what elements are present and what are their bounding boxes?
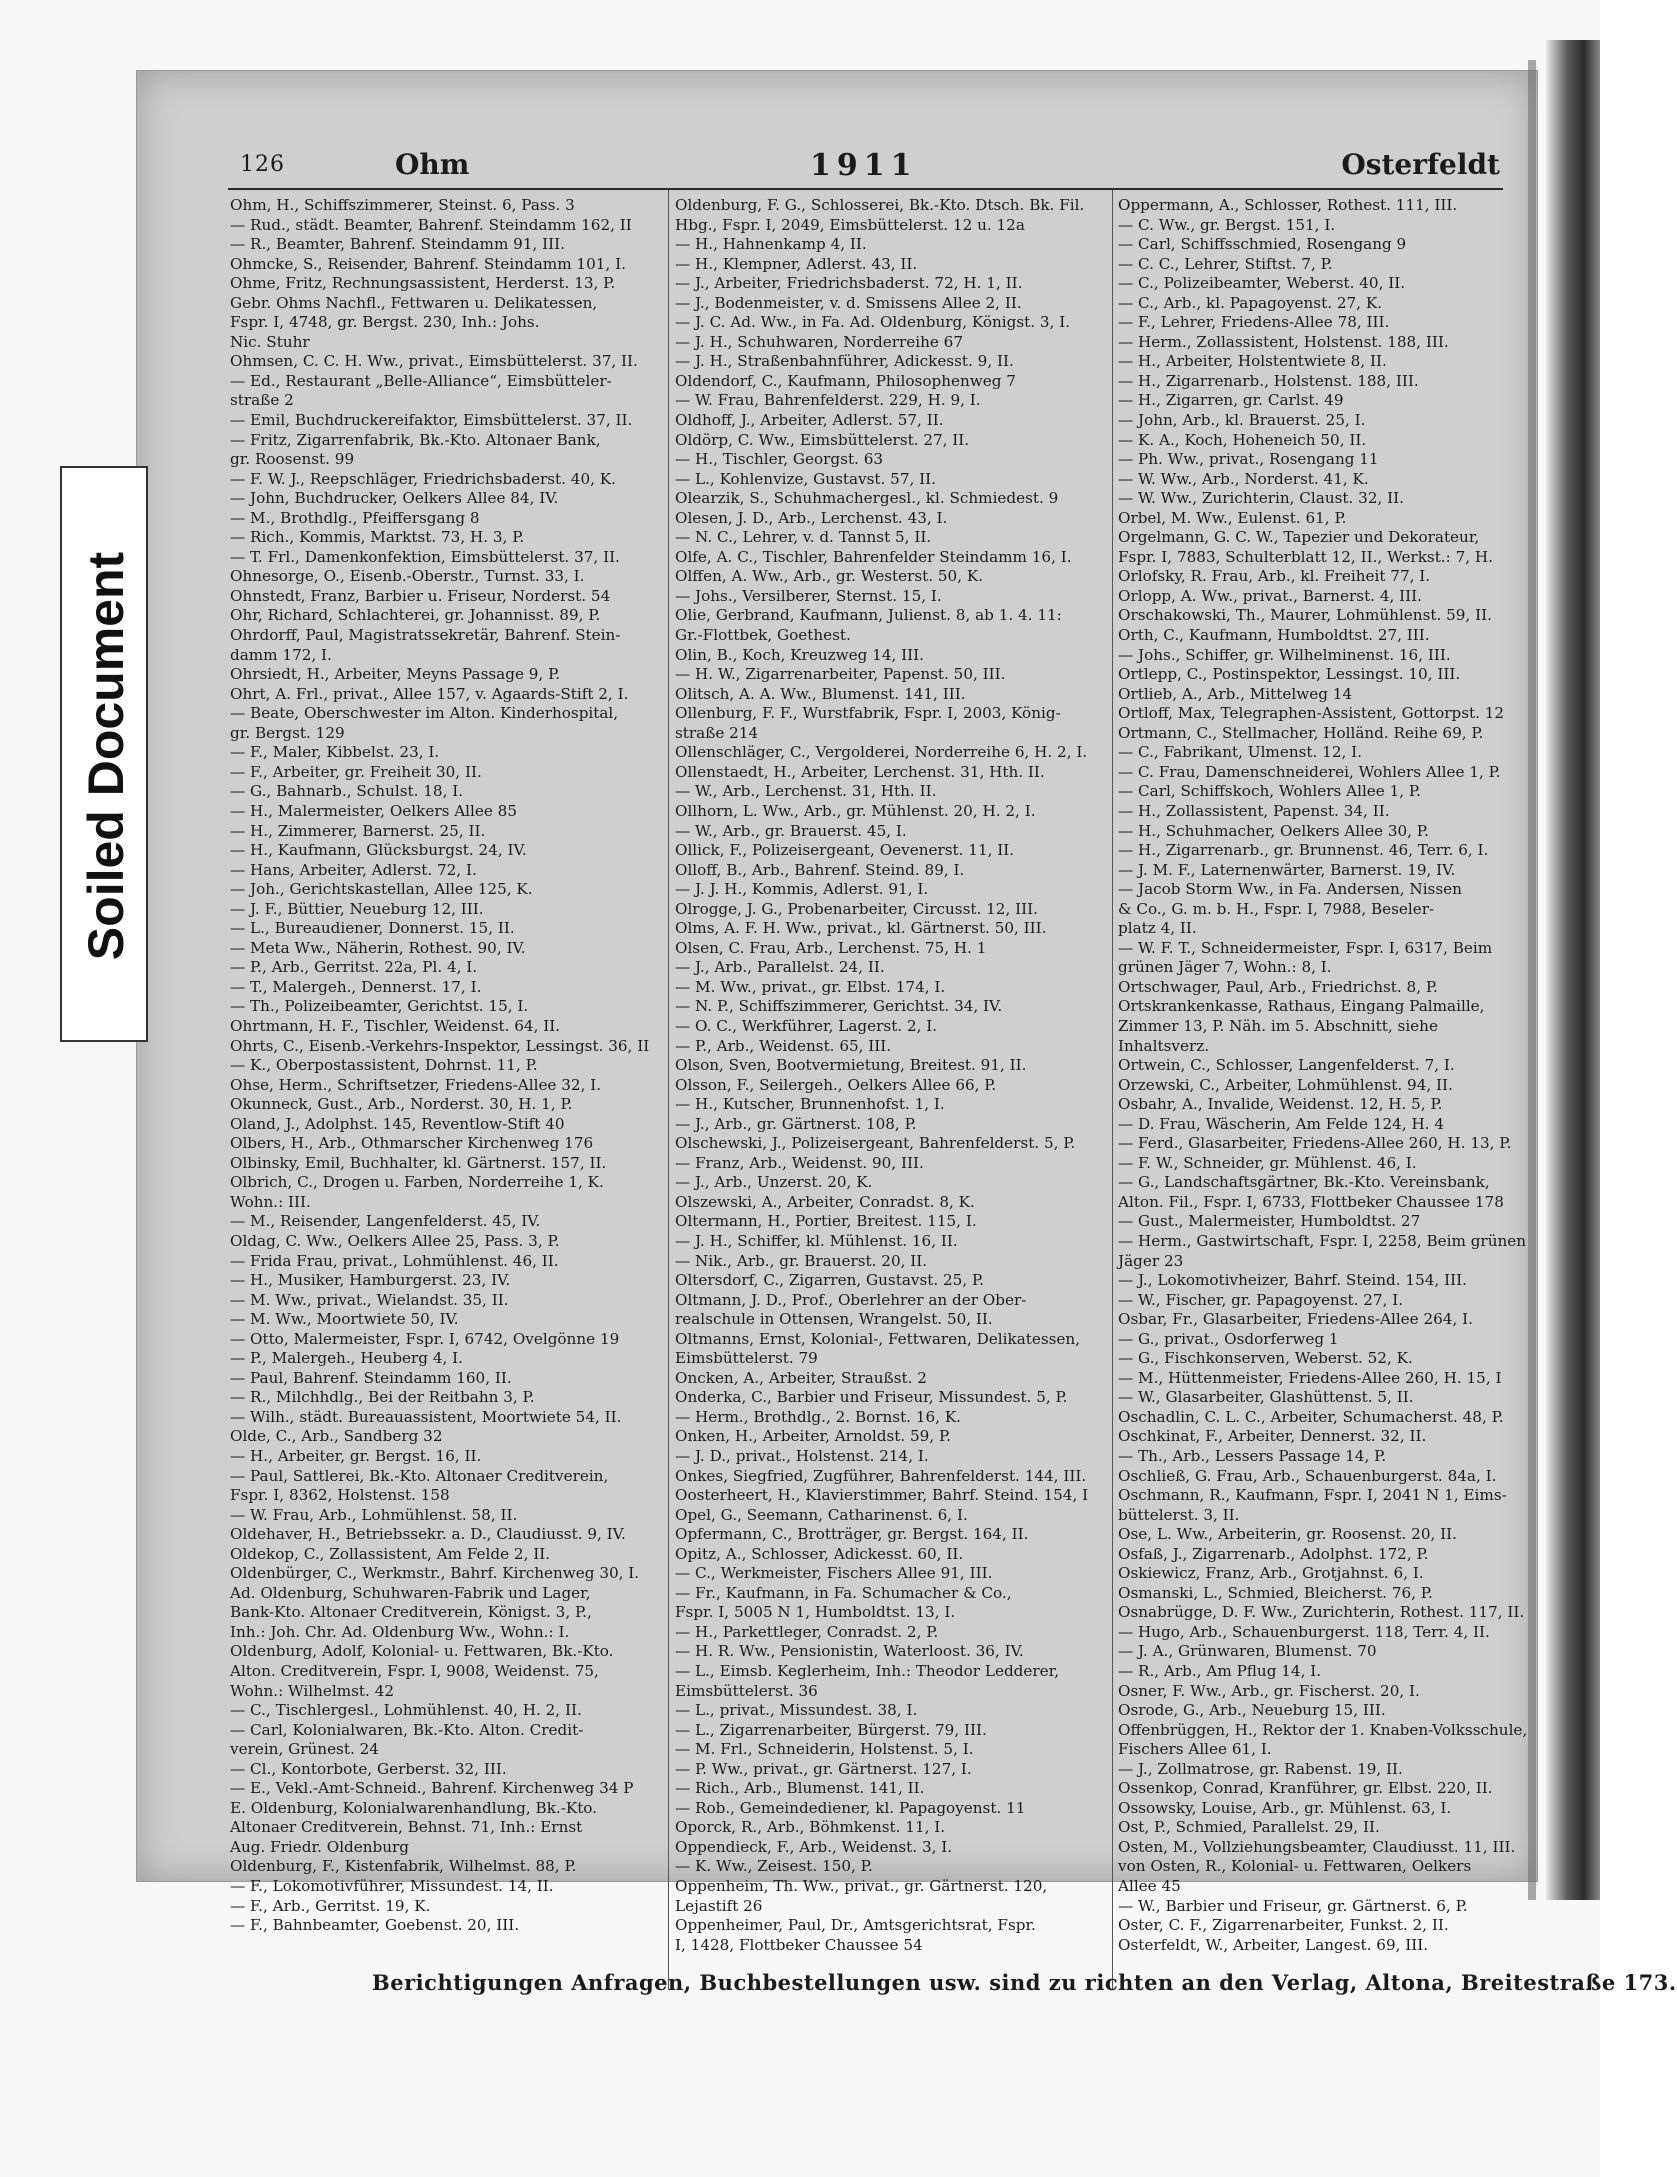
directory-entry-line: Oldenbürger, C., Werkmstr., Bahrf. Kirchenweg 30, I. [230, 1564, 640, 1583]
directory-entry-line: — M., Brothdlg., Pfeiffersgang 8 [230, 508, 480, 527]
directory-entry-line: Orlopp, A. Ww., privat., Barnerst. 4, III. [1118, 586, 1422, 605]
directory-entry-line: — L., Zigarrenarbeiter, Bürgerst. 79, III. [675, 1720, 987, 1739]
directory-entry-line: — L., Bureaudiener, Donnerst. 15, II. [230, 919, 515, 938]
soiled-document-stamp [60, 466, 148, 1042]
directory-entry-line: — F. W. J., Reepschläger, Friedrichsbaderst. 40, K. [230, 469, 616, 488]
directory-entry-line: — L., Eimsb. Keglerheim, Inh.: Theodor Ledderer, [675, 1662, 1060, 1681]
directory-column-3 [1118, 196, 1532, 1954]
directory-entry-line: Ohrdorff, Paul, Magistratssekretär, Bahrenf. Stein- [230, 626, 621, 645]
directory-entry-line: Oland, J., Adolphst. 145, Reventlow-Stift 40 [230, 1114, 565, 1133]
directory-entry-line: — J. F., Büttier, Neueburg 12, III. [230, 899, 484, 918]
directory-entry-line: Ollick, F., Polizeisergeant, Oevenerst. 11, II. [675, 841, 1015, 860]
directory-entry-line: Okunneck, Gust., Arb., Norderst. 30, H. 1, P. [230, 1095, 573, 1114]
directory-entry-line: — C., Arb., kl. Papagoyenst. 27, K. [1118, 293, 1383, 312]
directory-entry-line: — P., Malergeh., Heuberg 4, I. [230, 1349, 464, 1368]
directory-entry-line: Olsson, F., Seilergeh., Oelkers Allee 66, P. [675, 1075, 997, 1094]
publisher-footer: Berichtigungen Anfragen, Buchbestellungen usw. sind zu richten an den Verlag, Altona, Breitestraße 173. [372, 1970, 1677, 1995]
directory-entry-line: — H., Musiker, Hamburgerst. 23, IV. [230, 1271, 511, 1290]
directory-entry-line: Olbers, H., Arb., Othmarscher Kirchenweg 176 [230, 1134, 594, 1153]
directory-entry-line: Osmanski, L., Schmied, Bleicherst. 76, P. [1118, 1583, 1433, 1602]
directory-entry-line: — H. R. Ww., Pensionistin, Waterloost. 36, IV. [675, 1642, 1024, 1661]
directory-entry-line: Olfe, A. C., Tischler, Bahrenfelder Steindamm 16, I. [675, 547, 1072, 566]
left-running-head: Ohm [395, 148, 470, 181]
directory-entry-line: Ad. Oldenburg, Schuhwaren-Fabrik und Lager, [230, 1583, 591, 1602]
directory-entry-line: Jäger 23 [1118, 1251, 1184, 1270]
page-header [240, 148, 1500, 188]
directory-entry-line: — Cl., Kontorbote, Gerberst. 32, III. [230, 1759, 507, 1778]
directory-entry-line: — J. H., Schuhwaren, Norderreihe 67 [675, 332, 963, 351]
directory-entry-line: Olsen, C. Frau, Arb., Lerchenst. 75, H. 1 [675, 938, 987, 957]
directory-entry-line: — Carl, Kolonialwaren, Bk.-Kto. Alton. Credit- [230, 1720, 584, 1739]
directory-entry-line: — Jacob Storm Ww., in Fa. Andersen, Nissen [1118, 880, 1462, 899]
directory-entry-line: Inh.: Joh. Chr. Ad. Oldenburg Ww., Wohn.: I. [230, 1622, 570, 1641]
directory-entry-line: Lejastift 26 [675, 1896, 763, 1915]
directory-entry-line: — G., privat., Osdorferweg 1 [1118, 1329, 1339, 1348]
directory-entry-line: — J., Arb., Unzerst. 20, K. [675, 1173, 873, 1192]
directory-entry-line: verein, Grünest. 24 [230, 1740, 379, 1759]
directory-entry-line: Ortloff, Max, Telegraphen-Assistent, Gottorpst. 12 [1118, 704, 1505, 723]
directory-entry-line: Ohmcke, S., Reisender, Bahrenf. Steindamm 101, I. [230, 254, 626, 273]
directory-entry-line: Oldekop, C., Zollassistent, Am Felde 2, II. [230, 1544, 551, 1563]
directory-entry-line: — J., Lokomotivheizer, Bahrf. Steind. 154, III. [1118, 1271, 1467, 1290]
directory-entry-line: Ossenkop, Conrad, Kranführer, gr. Elbst. 220, II. [1118, 1779, 1493, 1798]
column-divider [1112, 190, 1113, 1990]
directory-entry-line: Olie, Gerbrand, Kaufmann, Julienst. 8, ab 1. 4. 11: [675, 606, 1062, 625]
directory-entry-line: Ollenschläger, C., Vergolderei, Norderreihe 6, H. 2, I. [675, 743, 1088, 762]
directory-entry-line: Opel, G., Seemann, Catharinenst. 6, I. [675, 1505, 968, 1524]
directory-entry-line: Oosterheert, H., Klavierstimmer, Bahrf. Steind. 154, I [675, 1486, 1089, 1505]
directory-entry-line: Ose, L. Ww., Arbeiterin, gr. Roosenst. 20, II. [1118, 1525, 1457, 1544]
directory-entry-line: — W. Frau, Arb., Lohmühlenst. 58, II. [230, 1505, 518, 1524]
directory-entry-line: Ohnesorge, O., Eisenb.-Oberstr., Turnst. 33, I. [230, 567, 585, 586]
directory-entry-line: — Franz, Arb., Weidenst. 90, III. [675, 1153, 924, 1172]
directory-entry-line: Olrogge, J. G., Probenarbeiter, Circusst. 12, III. [675, 899, 1038, 918]
directory-entry-line: — H., Arbeiter, Holstentwiete 8, II. [1118, 352, 1387, 371]
directory-entry-line: Oporck, R., Arb., Böhmkenst. 11, I. [675, 1818, 946, 1837]
directory-entry-line: Orlofsky, R. Frau, Arb., kl. Freiheit 77, I. [1118, 567, 1431, 586]
directory-entry-line: Oldenburg, Adolf, Kolonial- u. Fettwaren, Bk.-Kto. [230, 1642, 614, 1661]
directory-entry-line: Olitsch, A. A. Ww., Blumenst. 141, III. [675, 684, 966, 703]
directory-entry-line: grünen Jäger 7, Wohn.: 8, I. [1118, 958, 1332, 977]
directory-entry-line: Onkes, Siegfried, Zugführer, Bahrenfelderst. 144, III. [675, 1466, 1087, 1485]
directory-entry-line: Olloff, B., Arb., Bahrenf. Steind. 89, I. [675, 860, 965, 879]
page-number: 126 [240, 152, 285, 177]
directory-entry-line: Oltersdorf, C., Zigarren, Gustavst. 25, P. [675, 1271, 984, 1290]
directory-entry-line: damm 172, I. [230, 645, 332, 664]
directory-entry-line: Osbar, Fr., Glasarbeiter, Friedens-Allee 264, I. [1118, 1310, 1473, 1329]
directory-entry-line: — T., Malergeh., Dennerst. 17, I. [230, 977, 482, 996]
directory-entry-line: — H., Zigarren, gr. Carlst. 49 [1118, 391, 1344, 410]
directory-entry-line: — W., Arb., gr. Brauerst. 45, I. [675, 821, 907, 840]
directory-entry-line: — T. Frl., Damenkonfektion, Eimsbüttelerst. 37, II. [230, 547, 620, 566]
directory-entry-line: Ohrsiedt, H., Arbeiter, Meyns Passage 9, P. [230, 665, 561, 684]
directory-entry-line: Oltmanns, Ernst, Kolonial-, Fettwaren, Delikatessen, [675, 1329, 1081, 1348]
directory-entry-line: — Ferd., Glasarbeiter, Friedens-Allee 260, H. 13, P. [1118, 1134, 1512, 1153]
directory-entry-line: — H., Zollassistent, Papenst. 34, II. [1118, 801, 1390, 820]
directory-entry-line: Orgelmann, G. C. W., Tapezier und Dekorateur, [1118, 528, 1480, 547]
directory-entry-line: — Frida Frau, privat., Lohmühlenst. 46, II. [230, 1251, 559, 1270]
directory-entry-line: Olin, B., Koch, Kreuzweg 14, III. [675, 645, 924, 664]
directory-entry-line: Opitz, A., Schlosser, Adickesst. 60, II. [675, 1544, 964, 1563]
directory-entry-line: — P., Arb., Gerritst. 22a, Pl. 4, I. [230, 958, 478, 977]
directory-entry-line: Oschmann, R., Kaufmann, Fspr. I, 2041 N 1, Eims- [1118, 1486, 1507, 1505]
directory-entry-line: — Johs., Versilberer, Sternst. 15, I. [675, 586, 942, 605]
directory-entry-line: — G., Fischkonserven, Weberst. 52, K. [1118, 1349, 1413, 1368]
directory-entry-line: straße 2 [230, 391, 294, 410]
directory-entry-line: — C. Frau, Damenschneiderei, Wohlers Allee 1, P. [1118, 762, 1501, 781]
stamp-label: Soiled Document [78, 551, 134, 961]
directory-entry-line: Oldhoff, J., Arbeiter, Adlerst. 57, II. [675, 411, 944, 430]
directory-entry-line: Orschakowski, Th., Maurer, Lohmühlenst. 59, II. [1118, 606, 1492, 625]
directory-entry-line: — C., Tischlergesl., Lohmühlenst. 40, H. 2, II. [230, 1701, 582, 1720]
directory-entry-line: Bank-Kto. Altonaer Creditverein, Königst. 3, P., [230, 1603, 592, 1622]
directory-entry-line: — Th., Arb., Lessers Passage 14, P. [1118, 1447, 1387, 1465]
directory-entry-line: — E., Vekl.-Amt-Schneid., Bahrenf. Kirchenweg 34 P [230, 1779, 634, 1798]
directory-entry-line: Olschewski, J., Polizeisergeant, Bahrenfelderst. 5, P. [675, 1134, 1076, 1153]
directory-entry-line: Olffen, A. Ww., Arb., gr. Westerst. 50, K. [675, 567, 984, 586]
directory-entry-line: — Ph. Ww., privat., Rosengang 11 [1118, 450, 1379, 469]
directory-entry-line: Ohse, Herm., Schriftsetzer, Friedens-Allee 32, I. [230, 1075, 602, 1094]
directory-entry-line: — J. H., Schiffer, kl. Mühlenst. 16, II. [675, 1231, 958, 1250]
directory-entry-line: Allee 45 [1118, 1877, 1181, 1896]
directory-entry-line: — Herm., Gastwirtschaft, Fspr. I, 2258, Beim grünen [1118, 1231, 1527, 1250]
directory-entry-line: — J. A., Grünwaren, Blumenst. 70 [1118, 1642, 1377, 1661]
directory-entry-line: Oltmann, J. D., Prof., Oberlehrer an der Ober- [675, 1290, 1027, 1309]
header-rule [228, 188, 1503, 190]
directory-entry-line: Oldag, C. Ww., Oelkers Allee 25, Pass. 3, P. [230, 1231, 560, 1250]
directory-entry-line: Fspr. I, 8362, Holstenst. 158 [230, 1486, 450, 1505]
directory-entry-line: — J., Arb., Parallelst. 24, II. [675, 958, 885, 977]
directory-entry-line: — Rich., Arb., Blumenst. 141, II. [675, 1779, 925, 1798]
directory-entry-line: — P., Arb., Weidenst. 65, III. [675, 1036, 892, 1055]
directory-entry-line: — H., Parkettleger, Conradst. 2, P. [675, 1622, 939, 1641]
directory-entry-line: — W., Arb., Lerchenst. 31, Hth. II. [675, 782, 937, 801]
directory-entry-line: gr. Roosenst. 99 [230, 450, 355, 469]
directory-entry-line: — Ed., Restaurant „Belle-Alliance“, Eimsbütteler- [230, 371, 612, 390]
directory-entry-line: Oldehaver, H., Betriebssekr. a. D., Claudiusst. 9, IV. [230, 1525, 626, 1544]
directory-entry-line: — O. C., Werkführer, Lagerst. 2, I. [675, 1016, 938, 1035]
directory-entry-line: Oldenburg, F., Kistenfabrik, Wilhelmst. 88, P. [230, 1857, 577, 1876]
column-divider [668, 190, 669, 1990]
directory-entry-line: Osten, M., Vollziehungsbeamter, Claudiusst. 11, III. [1118, 1837, 1516, 1856]
directory-entry-line: Opfermann, C., Brotträger, gr. Bergst. 164, II. [675, 1525, 1029, 1544]
directory-entry-line: Olbrich, C., Drogen u. Farben, Norderreihe 1, K. [230, 1173, 604, 1192]
directory-entry-line: Osner, F. Ww., Arb., gr. Fischerst. 20, I. [1118, 1681, 1420, 1700]
directory-entry-line: Ortlepp, C., Postinspektor, Lessingst. 10, III. [1118, 665, 1461, 684]
directory-entry-line: Olms, A. F. H. Ww., privat., kl. Gärtnerst. 50, III. [675, 919, 1047, 938]
directory-entry-line: Olszewski, A., Arbeiter, Conradst. 8, K. [675, 1192, 975, 1211]
directory-entry-line: — J., Arbeiter, Friedrichsbaderst. 72, H. 1, II. [675, 274, 1023, 293]
directory-entry-line: — H., Kaufmann, Glücksburgst. 24, IV. [230, 841, 527, 860]
directory-entry-line: — J., Arb., gr. Gärtnerst. 108, P. [675, 1114, 917, 1133]
directory-entry-line: — H., Malermeister, Oelkers Allee 85 [230, 801, 518, 820]
directory-entry-line: — Fritz, Zigarrenfabrik, Bk.-Kto. Altonaer Bank, [230, 430, 601, 449]
directory-entry-line: Oschadlin, C. L. C., Arbeiter, Schumacherst. 48, P. [1118, 1407, 1504, 1426]
year-heading: 1911 [810, 148, 918, 183]
directory-entry-line: — H., Hahnenkamp 4, II. [675, 235, 867, 254]
directory-entry-line: — H., Klempner, Adlerst. 43, II. [675, 254, 918, 273]
directory-entry-line: Osrode, G., Arb., Neueburg 15, III. [1118, 1701, 1386, 1720]
directory-entry-line: — W. Ww., Arb., Norderst. 41, K. [1118, 469, 1369, 488]
directory-entry-line: Oppenheimer, Paul, Dr., Amtsgerichtsrat, Fspr. [675, 1916, 1036, 1935]
directory-entry-line: — H., Zigarrenarb., Holstenst. 188, III. [1118, 371, 1419, 390]
directory-entry-line: Eimsbüttelerst. 36 [675, 1681, 818, 1700]
directory-entry-line: platz 4, II. [1118, 919, 1197, 938]
directory-entry-line: — F., Arbeiter, gr. Freiheit 30, II. [230, 762, 482, 781]
directory-entry-line: Osnabrügge, D. F. Ww., Zurichterin, Rothest. 117, II. [1118, 1603, 1525, 1622]
directory-entry-line: Gr.-Flottbek, Goethest. [675, 626, 851, 645]
directory-entry-line: — C., Polizeibeamter, Weberst. 40, II. [1118, 274, 1406, 293]
directory-entry-line: — G., Landschaftsgärtner, Bk.-Kto. Vereinsbank, [1118, 1173, 1490, 1192]
directory-entry-line: Altonaer Creditverein, Behnst. 71, Inh.: Ernst [230, 1818, 583, 1837]
directory-entry-line: Ortwein, C., Schlosser, Langenfelderst. 7, I. [1118, 1056, 1455, 1075]
directory-entry-line: — F., Arb., Gerritst. 19, K. [230, 1896, 431, 1915]
directory-entry-line: Ohnstedt, Franz, Barbier u. Friseur, Norderst. 54 [230, 586, 611, 605]
directory-entry-line: — M. Ww., privat., Wielandst. 35, II. [230, 1290, 509, 1309]
directory-entry-line: — H., Zigarrenarb., gr. Brunnenst. 46, Terr. 6, I. [1118, 841, 1489, 860]
directory-entry-line: — M. Frl., Schneiderin, Holstenst. 5, I. [675, 1740, 974, 1759]
directory-entry-line: gr. Bergst. 129 [230, 723, 345, 742]
directory-entry-line: — H., Kutscher, Brunnenhofst. 1, I. [675, 1095, 945, 1114]
directory-entry-line: — C. Ww., gr. Bergst. 151, I. [1118, 215, 1336, 234]
directory-entry-line: — C. C., Lehrer, Stiftst. 7, P. [1118, 254, 1333, 273]
directory-entry-line: — W. F. T., Schneidermeister, Fspr. I, 6317, Beim [1118, 938, 1493, 957]
directory-entry-line: Orzewski, C., Arbeiter, Lohmühlenst. 94, II. [1118, 1075, 1453, 1094]
directory-entry-line: — Rich., Kommis, Marktst. 73, H. 3, P. [230, 528, 525, 547]
directory-entry-line: Oldendorf, C., Kaufmann, Philosophenweg 7 [675, 371, 1016, 390]
directory-entry-line: — Otto, Malermeister, Fspr. I, 6742, Ovelgönne 19 [230, 1329, 620, 1348]
next-page-edge [1546, 40, 1600, 1900]
directory-entry-line: — D. Frau, Wäscherin, Am Felde 124, H. 4 [1118, 1114, 1445, 1133]
directory-entry-line: E. Oldenburg, Kolonialwarenhandlung, Bk.-Kto. [230, 1798, 598, 1817]
directory-entry-line: Ollenburg, F. F., Wurstfabrik, Fspr. I, 2003, König- [675, 704, 1061, 723]
directory-entry-line: Ohrt, A. Frl., privat., Allee 157, v. Agaards-Stift 2, I. [230, 684, 629, 703]
directory-entry-line: — H. W., Zigarrenarbeiter, Papenst. 50, III. [675, 665, 1006, 684]
directory-entry-line: Oster, C. F., Zigarrenarbeiter, Funkst. 2, II. [1118, 1916, 1449, 1935]
directory-entry-line: Wohn.: Wilhelmst. 42 [230, 1681, 395, 1700]
directory-entry-line: Ossowsky, Louise, Arb., gr. Mühlenst. 63, I. [1118, 1798, 1452, 1817]
directory-entry-line: — John, Buchdrucker, Oelkers Allee 84, IV. [230, 489, 559, 508]
directory-entry-line: Orth, C., Kaufmann, Humboldtst. 27, III. [1118, 626, 1430, 645]
directory-entry-line: von Osten, R., Kolonial- u. Fettwaren, Oelkers [1118, 1857, 1472, 1876]
directory-entry-line: Osterfeldt, W., Arbeiter, Langest. 69, III. [1118, 1935, 1429, 1954]
directory-entry-line: Hbg., Fspr. I, 2049, Eimsbüttelerst. 12 u. 12a [675, 215, 1025, 234]
directory-entry-line: — F., Maler, Kibbelst. 23, I. [230, 743, 440, 762]
directory-column-1 [230, 196, 650, 1935]
directory-entry-line: Onderka, C., Barbier und Friseur, Missundest. 5, P. [675, 1388, 1068, 1407]
directory-entry-line: Oschkinat, F., Arbeiter, Dennerst. 32, II. [1118, 1427, 1427, 1446]
directory-entry-line: — Gust., Malermeister, Humboldtst. 27 [1118, 1212, 1421, 1231]
directory-entry-line: büttelerst. 3, II. [1118, 1505, 1240, 1524]
directory-entry-line: & Co., G. m. b. H., Fspr. I, 7988, Beseler- [1118, 899, 1435, 918]
directory-entry-line: — K. Ww., Zeisest. 150, P. [675, 1857, 873, 1876]
directory-entry-line: — F., Lokomotivführer, Missundest. 14, II. [230, 1877, 554, 1896]
directory-entry-line: Gebr. Ohms Nachfl., Fettwaren u. Delikatessen, [230, 293, 598, 312]
directory-entry-line: — N. C., Lehrer, v. d. Tannst 5, II. [675, 528, 932, 547]
directory-entry-line: Ollenstaedt, H., Arbeiter, Lerchenst. 31, Hth. II. [675, 762, 1045, 781]
directory-entry-line: Oldörp, C. Ww., Eimsbüttelerst. 27, II. [675, 430, 970, 449]
directory-entry-line: — F., Bahnbeamter, Goebenst. 20, III. [230, 1916, 520, 1935]
directory-entry-line: — G., Bahnarb., Schulst. 18, I. [230, 782, 464, 801]
directory-entry-line: Ohrtmann, H. F., Tischler, Weidenst. 64, II. [230, 1016, 561, 1035]
directory-entry-line: — L., privat., Missundest. 38, I. [675, 1701, 918, 1720]
directory-entry-line: — J. D., privat., Holstenst. 214, I. [675, 1447, 929, 1465]
directory-entry-line: — K. A., Koch, Hoheneich 50, II. [1118, 430, 1367, 449]
directory-entry-line: Olde, C., Arb., Sandberg 32 [230, 1427, 443, 1446]
directory-entry-line: Oppermann, A., Schlosser, Rothest. 111, III. [1118, 196, 1458, 214]
directory-entry-line: — Johs., Schiffer, gr. Wilhelminenst. 16, III. [1118, 645, 1451, 664]
directory-entry-line: — F. W., Schneider, gr. Mühlenst. 46, I. [1118, 1153, 1417, 1172]
directory-entry-line: Orbel, M. Ww., Eulenst. 61, P. [1118, 508, 1347, 527]
directory-entry-line: — H., Zimmerer, Barnerst. 25, II. [230, 821, 486, 840]
directory-entry-line: Ohme, Fritz, Rechnungsassistent, Herderst. 13, P. [230, 274, 616, 293]
directory-entry-line: Ohr, Richard, Schlachterei, gr. Johannisst. 89, P. [230, 606, 601, 625]
directory-entry-line: Oppenheim, Th. Ww., privat., gr. Gärtnerst. 120, [675, 1877, 1048, 1896]
directory-entry-line: Nic. Stuhr [230, 332, 310, 351]
directory-entry-line: Olbinsky, Emil, Buchhalter, kl. Gärtnerst. 157, II. [230, 1153, 607, 1172]
directory-entry-line: — Beate, Oberschwester im Alton. Kinderhospital, [230, 704, 619, 723]
directory-entry-line: — J. C. Ad. Ww., in Fa. Ad. Oldenburg, Königst. 3, I. [675, 313, 1071, 332]
directory-entry-line: — Wilh., städt. Bureauassistent, Moortwiete 54, II. [230, 1407, 622, 1426]
directory-column-2 [675, 196, 1089, 1954]
directory-entry-line: — W., Barbier und Friseur, gr. Gärtnerst. 6, P. [1118, 1896, 1468, 1915]
directory-entry-line: Fspr. I, 7883, Schulterblatt 12, II., Werkst.: 7, H. [1118, 547, 1493, 566]
directory-entry-line: Oncken, A., Arbeiter, Straußst. 2 [675, 1368, 927, 1387]
directory-entry-line: — R., Milchhdlg., Bei der Reitbahn 3, P. [230, 1388, 535, 1407]
directory-entry-line: — Herm., Zollassistent, Holstenst. 188, III. [1118, 332, 1449, 351]
directory-entry-line: — W., Glasarbeiter, Glashüttenst. 5, II. [1118, 1388, 1414, 1407]
directory-entry-line: Oltermann, H., Portier, Breitest. 115, I. [675, 1212, 977, 1231]
directory-entry-line: — F., Lehrer, Friedens-Allee 78, III. [1118, 313, 1390, 332]
directory-entry-line: Offenbrüggen, H., Rektor der 1. Knaben-Volksschule, [1118, 1720, 1528, 1739]
directory-entry-line: Ohmsen, C. C. H. Ww., privat., Eimsbüttelerst. 37, II. [230, 352, 638, 371]
directory-entry-line: — Herm., Brothdlg., 2. Bornst. 16, K. [675, 1407, 961, 1426]
directory-entry-line: — Emil, Buchdruckereifaktor, Eimsbüttelerst. 37, II. [230, 411, 633, 430]
directory-entry-line: — R., Beamter, Bahrenf. Steindamm 91, III. [230, 235, 565, 254]
directory-entry-line: Alton. Creditverein, Fspr. I, 9008, Weidenst. 75, [230, 1662, 599, 1681]
directory-entry-line: Osbahr, A., Invalide, Weidenst. 12, H. 5, P. [1118, 1095, 1443, 1114]
directory-entry-line: Oppendieck, F., Arb., Weidenst. 3, I. [675, 1837, 953, 1856]
directory-entry-line: — M. Ww., privat., gr. Elbst. 174, I. [675, 977, 946, 996]
directory-entry-line: — W., Fischer, gr. Papagoyenst. 27, I. [1118, 1290, 1404, 1309]
directory-entry-line: — Meta Ww., Näherin, Rothest. 90, IV. [230, 938, 526, 957]
directory-entry-line: — Hugo, Arb., Schauenburgerst. 118, Terr. 4, II. [1118, 1622, 1490, 1641]
directory-entry-line: Ost, P., Schmied, Parallelst. 29, II. [1118, 1818, 1380, 1837]
directory-entry-line: — N. P., Schiffszimmerer, Gerichtst. 34, IV. [675, 997, 1003, 1016]
directory-entry-line: Fischers Allee 61, I. [1118, 1740, 1272, 1759]
directory-entry-line: — Carl, Schiffskoch, Wohlers Allee 1, P. [1118, 782, 1421, 801]
directory-entry-line: — Paul, Bahrenf. Steindamm 160, II. [230, 1368, 512, 1387]
directory-entry-line: — H., Arbeiter, gr. Bergst. 16, II. [230, 1447, 482, 1465]
directory-entry-line: Ohrts, C., Eisenb.-Verkehrs-Inspektor, Lessingst. 36, II [230, 1036, 650, 1055]
directory-entry-line: — Nik., Arb., gr. Brauerst. 20, II. [675, 1251, 928, 1270]
directory-entry-line: — Carl, Schiffsschmied, Rosengang 9 [1118, 235, 1407, 254]
directory-entry-line: — Paul, Sattlerei, Bk.-Kto. Altonaer Creditverein, [230, 1466, 609, 1485]
directory-entry-line: — M., Hüttenmeister, Friedens-Allee 260, H. 15, I [1118, 1368, 1502, 1387]
directory-entry-line: Olearzik, S., Schuhmachergesl., kl. Schmiedest. 9 [675, 489, 1059, 508]
directory-entry-line: — K., Oberpostassistent, Dohrnst. 11, P. [230, 1056, 538, 1075]
directory-entry-line: Osfaß, J., Zigarrenarb., Adolphst. 172, P. [1118, 1544, 1429, 1563]
directory-entry-line: — Hans, Arbeiter, Adlerst. 72, I. [230, 860, 477, 879]
directory-entry-line: — H., Schuhmacher, Oelkers Allee 30, P. [1118, 821, 1429, 840]
directory-entry-line: — L., Kohlenvize, Gustavst. 57, II. [675, 469, 936, 488]
directory-entry-line: — J., Bodenmeister, v. d. Smissens Allee 2, II. [675, 293, 1022, 312]
directory-entry-line: — W. Ww., Zurichterin, Claust. 32, II. [1118, 489, 1404, 508]
directory-entry-line: I, 1428, Flottbeker Chaussee 54 [675, 1935, 923, 1954]
directory-entry-line: — W. Frau, Bahrenfelderst. 229, H. 9, I. [675, 391, 981, 410]
right-running-head: Osterfeldt [1341, 148, 1500, 181]
directory-entry-line: Ortlieb, A., Arb., Mittelweg 14 [1118, 684, 1353, 703]
directory-entry-line: — Rob., Gemeindediener, kl. Papagoyenst. 11 [675, 1798, 1026, 1817]
directory-entry-line: Ortskrankenkasse, Rathaus, Eingang Palmaille, [1118, 997, 1485, 1016]
directory-entry-line: Aug. Friedr. Oldenburg [230, 1837, 410, 1856]
directory-entry-line: Fspr. I, 5005 N 1, Humboldtst. 13, I. [675, 1603, 956, 1622]
directory-entry-line: — J., Zollmatrose, gr. Rabenst. 19, II. [1118, 1759, 1403, 1778]
directory-entry-line: Olson, Sven, Bootvermietung, Breitest. 91, II. [675, 1056, 1027, 1075]
directory-entry-line: — M., Reisender, Langenfelderst. 45, IV. [230, 1212, 541, 1231]
directory-entry-line: — H., Tischler, Georgst. 63 [675, 450, 884, 469]
directory-entry-line: Ortmann, C., Stellmacher, Holländ. Reihe 69, P. [1118, 723, 1484, 742]
directory-entry-line: Zimmer 13, P. Näh. im 5. Abschnitt, siehe [1118, 1016, 1438, 1035]
directory-entry-line: — M. Ww., Moortwiete 50, IV. [230, 1310, 459, 1329]
directory-entry-line: Inhaltsverz. [1118, 1036, 1210, 1055]
directory-entry-line: Wohn.: III. [230, 1192, 311, 1211]
directory-entry-line: — Fr., Kaufmann, in Fa. Schumacher & Co., [675, 1583, 1012, 1602]
directory-entry-line: — J. J. H., Kommis, Adlerst. 91, I. [675, 880, 929, 899]
directory-entry-line: — C., Fabrikant, Ulmenst. 12, I. [1118, 743, 1362, 762]
directory-entry-line: straße 214 [675, 723, 759, 742]
directory-entry-line: realschule in Ottensen, Wrangelst. 50, II. [675, 1310, 993, 1329]
directory-entry-line: Oldenburg, F. G., Schlosserei, Bk.-Kto. Dtsch. Bk. Fil. [675, 196, 1085, 214]
directory-entry-line: — C., Werkmeister, Fischers Allee 91, III. [675, 1564, 993, 1583]
directory-entry-line: — J. H., Straßenbahnführer, Adickesst. 9, II. [675, 352, 1014, 371]
directory-entry-line: — John, Arb., kl. Brauerst. 25, I. [1118, 411, 1366, 430]
directory-entry-line: Ortschwager, Paul, Arb., Friedrichst. 8, P. [1118, 977, 1438, 996]
directory-entry-line: Oskiewicz, Franz, Arb., Grotjahnst. 6, I. [1118, 1564, 1424, 1583]
directory-entry-line: — P. Ww., privat., gr. Gärtnerst. 127, I. [675, 1759, 972, 1778]
directory-entry-line: — J. M. F., Laternenwärter, Barnerst. 19, IV. [1118, 860, 1456, 879]
directory-entry-line: Oschließ, G. Frau, Arb., Schauenburgerst. 84a, I. [1118, 1466, 1497, 1485]
directory-entry-line: Eimsbüttelerst. 79 [675, 1349, 818, 1368]
directory-entry-line: — Joh., Gerichtskastellan, Allee 125, K. [230, 880, 533, 899]
directory-entry-line: — Th., Polizeibeamter, Gerichtst. 15, I. [230, 997, 529, 1016]
directory-entry-line: Fspr. I, 4748, gr. Bergst. 230, Inh.: Johs. [230, 313, 540, 332]
directory-entry-line: Alton. Fil., Fspr. I, 6733, Flottbeker Chaussee 178 [1118, 1192, 1504, 1211]
directory-entry-line: Onken, H., Arbeiter, Arnoldst. 59, P. [675, 1427, 951, 1446]
directory-entry-line: — Rud., städt. Beamter, Bahrenf. Steindamm 162, II [230, 215, 632, 234]
directory-entry-line: Ohm, H., Schiffszimmerer, Steinst. 6, Pass. 3 [230, 196, 575, 214]
directory-entry-line: Olesen, J. D., Arb., Lerchenst. 43, I. [675, 508, 948, 527]
directory-entry-line: Ollhorn, L. Ww., Arb., gr. Mühlenst. 20, H. 2, I. [675, 801, 1036, 820]
directory-entry-line: — R., Arb., Am Pflug 14, I. [1118, 1662, 1322, 1681]
